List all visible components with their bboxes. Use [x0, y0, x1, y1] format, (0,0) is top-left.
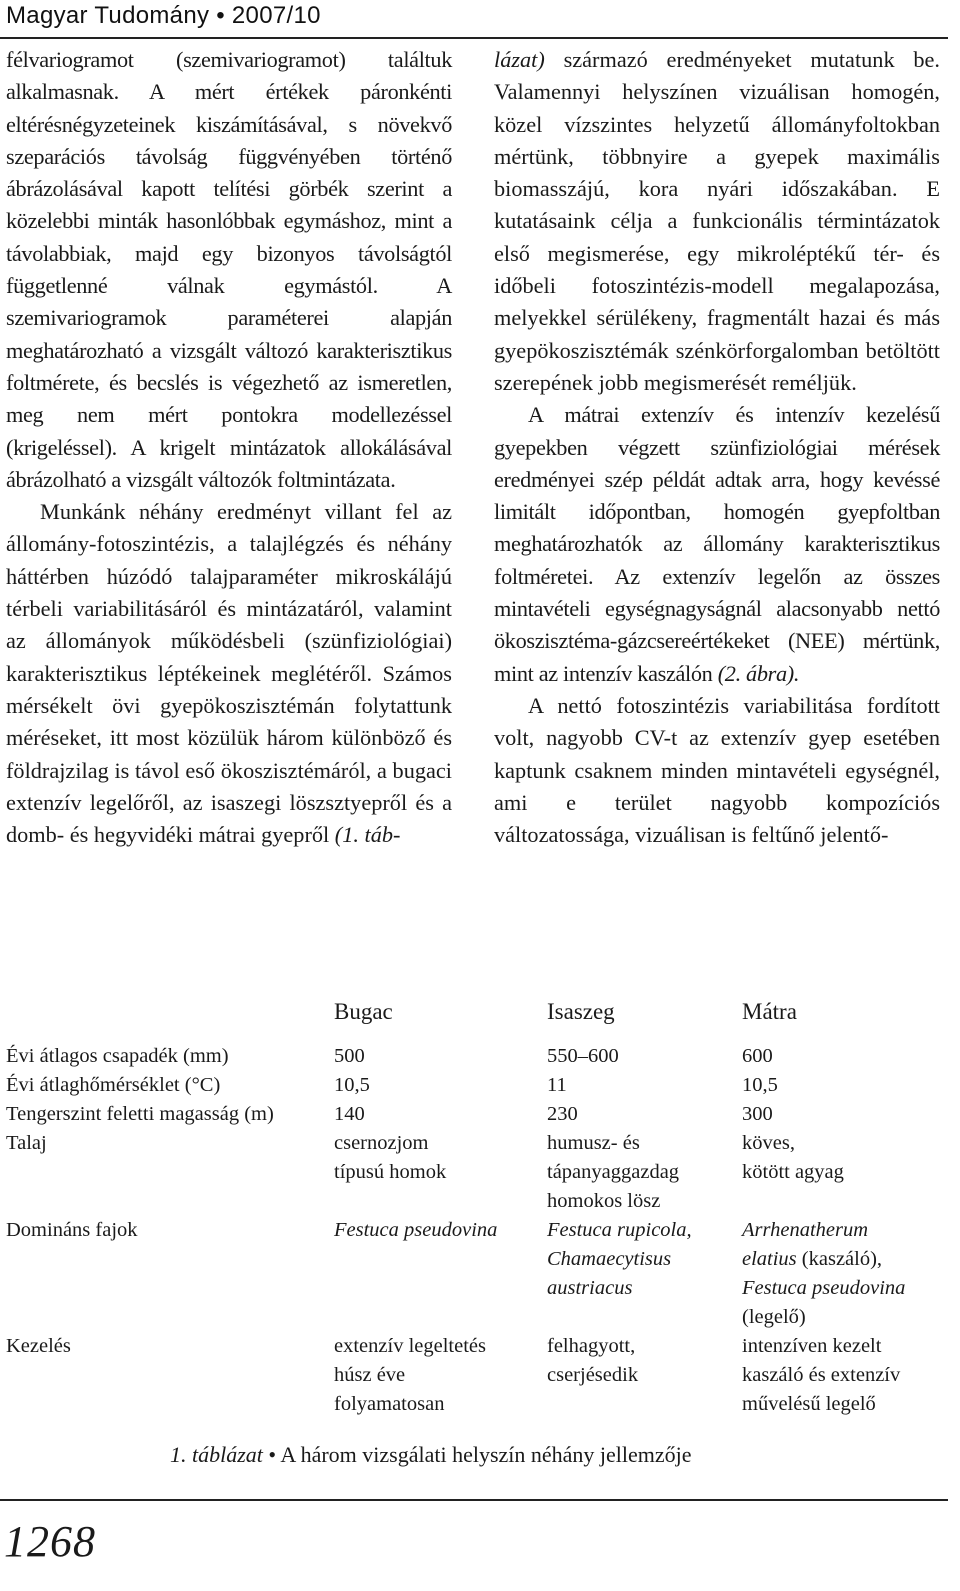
cell-isaszeg: 230	[547, 1103, 578, 1125]
table-row-precipitation	[6, 1042, 936, 1071]
table-row-soil	[6, 1129, 936, 1216]
cell-line	[742, 1245, 936, 1274]
figure-reference: (2. ábra).	[717, 660, 800, 686]
left-paragraph-2	[6, 496, 452, 851]
row-label: Tengerszint feletti magasság (m)	[6, 1103, 274, 1125]
caption-bullet: •	[262, 1442, 281, 1467]
page-number: 1268	[4, 1517, 96, 1566]
right-paragraph-2	[494, 399, 940, 690]
header-rule	[0, 37, 948, 39]
cell-isaszeg: 11	[547, 1074, 567, 1096]
table-header-row	[6, 995, 936, 1029]
right-paragraph-2-text: A mátrai extenzív és intenzív kezelésű gyepekben végzett szünfiziológiai mérések eredményei szép példát adtak arra, hogy kevéssé limitált időpontban, homogén gyepfoltban meghatározhatók az állomány karakterisztikus foltméretei. Az extenzív legelőn az összes mintavételi egységnagyságnál alacsonyabb nettó ökoszisztéma-gázcsereértékeket (NEE) mértünk, mint az intenzív kaszálón	[494, 402, 940, 686]
cell-line: extenzív legeltetés	[334, 1335, 486, 1357]
cell-line: humusz- és	[547, 1132, 640, 1154]
left-paragraph-2-text: Munkánk néhány eredményt villant fel az állomány-fotoszintézis, a talajlégzés és néhány háttérben húzódó talajparaméter mikroskálájú térbeli variabilitásáról és mintázatáról, valamint az állományok működésbeli (szünfiziológiai) karakterisztikus léptékeinek meglétéről. Számos mérsékelt övi gyepökoszisztémán folytattunk méréseket, itt most közülük három különböző és földrajzilag is távol eső ökoszisztémáról, a bugaci extenzív legelőről, az isaszegi löszsztyepről és a domb- és hegyvidéki mátrai gyepről	[6, 499, 452, 848]
cell-line	[547, 1274, 742, 1303]
cell-isaszeg: 550–600	[547, 1045, 619, 1067]
cell-line	[547, 1216, 742, 1245]
caption-text: A három vizsgálati helyszín néhány jellemzője	[280, 1442, 692, 1467]
cell-isaszeg	[547, 1216, 742, 1332]
footer-rule	[0, 1499, 948, 1501]
journal-header: Magyar Tudomány • 2007/10	[6, 2, 321, 29]
cell-isaszeg	[547, 1129, 742, 1216]
species-name: Festuca rupicola,	[547, 1219, 692, 1241]
cell-line: típusú homok	[334, 1161, 447, 1183]
table-header-matra: Mátra	[742, 999, 797, 1024]
cell-matra: 300	[742, 1103, 773, 1125]
cell-line: intenzíven kezelt	[742, 1335, 882, 1357]
cell-line: köves,	[742, 1132, 795, 1154]
cell-line	[742, 1216, 936, 1245]
cell-matra: 600	[742, 1045, 773, 1067]
table-row-management	[6, 1332, 936, 1419]
cell-line: homokos lösz	[547, 1190, 661, 1212]
table-reference-continued: lázat)	[494, 47, 545, 72]
cell-line: kötött agyag	[742, 1161, 844, 1183]
table-header-empty	[6, 995, 334, 1029]
row-label: Évi átlagos csapadék (mm)	[6, 1045, 229, 1067]
table-header-bugac: Bugac	[334, 999, 393, 1024]
cell-line	[547, 1245, 742, 1274]
cell-bugac: 140	[334, 1103, 365, 1125]
species-note: (kaszáló),	[796, 1248, 883, 1270]
right-paragraph-3: A nettó fotoszintézis variabilitása fordított volt, nagyobb CV-t az extenzív gyep esetében kaptunk csaknem minden mintavételi egységnél, ami e terület nagyobb kompozíciós változatossága, vizuálisan is feltűnő jelentő-	[494, 692, 940, 848]
table-caption	[170, 1440, 692, 1470]
row-label: Évi átlaghőmérséklet (°C)	[6, 1074, 221, 1096]
site-characteristics-table	[6, 995, 936, 1419]
species-name: Arrhenatherum	[742, 1219, 869, 1241]
cell-line: felhagyott,	[547, 1335, 636, 1357]
cell-bugac: 500	[334, 1045, 365, 1067]
cell-matra	[742, 1216, 936, 1332]
cell-line: tápanyaggazdag	[547, 1161, 680, 1183]
left-column	[6, 44, 452, 851]
right-paragraph-1-text: származó eredményeket mutatunk be. Valamennyi helyszínen vizuálisan homogén, közel vízszintes helyzetű állományfoltokban mértünk, többnyire a gyepek maximális biomasszájú, kora nyári időszakában. E kutatásaink célja a funkcionális términtázatok első megismerése, egy mikroléptékű tér- és időbeli fotoszintézis-modell megalapozása, melyekkel sérülékeny, fragmentált hazai és más gyepökoszisztémák szénkörforgalomban betöltött szerepének jobb megismerését reméljük.	[494, 47, 940, 395]
cell-line: kaszáló és extenzív	[742, 1364, 901, 1386]
cell-line: (legelő)	[742, 1306, 806, 1328]
cell-bugac	[334, 1216, 547, 1332]
cell-line: folyamatosan	[334, 1393, 445, 1415]
caption-label: 1. táblázat	[170, 1442, 263, 1467]
species-name: Festuca pseudovina	[334, 1219, 498, 1241]
cell-bugac	[334, 1129, 547, 1216]
cell-line: művelésű legelő	[742, 1393, 876, 1415]
table-header-isaszeg: Isaszeg	[547, 999, 615, 1024]
species-name: elatius	[742, 1248, 797, 1270]
table-reference: (1. táb-	[334, 822, 401, 848]
cell-matra: 10,5	[742, 1074, 778, 1096]
cell-matra	[742, 1129, 936, 1216]
species-name: austriacus	[547, 1277, 633, 1299]
cell-isaszeg	[547, 1332, 742, 1419]
cell-line: csernozjom	[334, 1132, 429, 1154]
table-row-altitude	[6, 1100, 936, 1129]
row-label: Domináns fajok	[6, 1219, 138, 1241]
right-paragraph-1	[494, 44, 940, 399]
right-column	[494, 44, 940, 851]
cell-line: cserjésedik	[547, 1364, 639, 1386]
species-name: Festuca pseudovina	[742, 1277, 906, 1299]
row-label: Kezelés	[6, 1335, 71, 1357]
cell-bugac: 10,5	[334, 1074, 370, 1096]
cell-matra	[742, 1332, 936, 1419]
row-label: Talaj	[6, 1132, 47, 1154]
cell-line: húsz éve	[334, 1364, 406, 1386]
table-row-temperature	[6, 1071, 936, 1100]
cell-line	[334, 1216, 547, 1245]
species-name: Chamaecytisus	[547, 1248, 672, 1270]
cell-line	[742, 1274, 936, 1303]
table-row-dominant-species	[6, 1216, 936, 1332]
cell-bugac	[334, 1332, 547, 1419]
left-paragraph-1: félvariogramot (szemivariogramot) találtuk alkalmasnak. A mért értékek páronkénti eltérésnégyzeteinek kiszámításával, s növekvő szeparációs távolság függvényében történő ábrázolásával kapott telítési görbék szerint a közelebbi minták hasonlóbbak egymáshoz, mint a távolabbiak, majd egy bizonyos távolságtól függetlenné válnak egymástól. A szemivariogramok paraméterei alapján meghatározható a vizsgált változó karakterisztikus foltmérete, és becslés is végezhető az ismeretlen, meg nem mért pontokra modellezéssel (krigeléssel). A krigelt mintázatok allokálásával ábrázolható a vizsgált változók foltmintázata.	[6, 47, 452, 492]
